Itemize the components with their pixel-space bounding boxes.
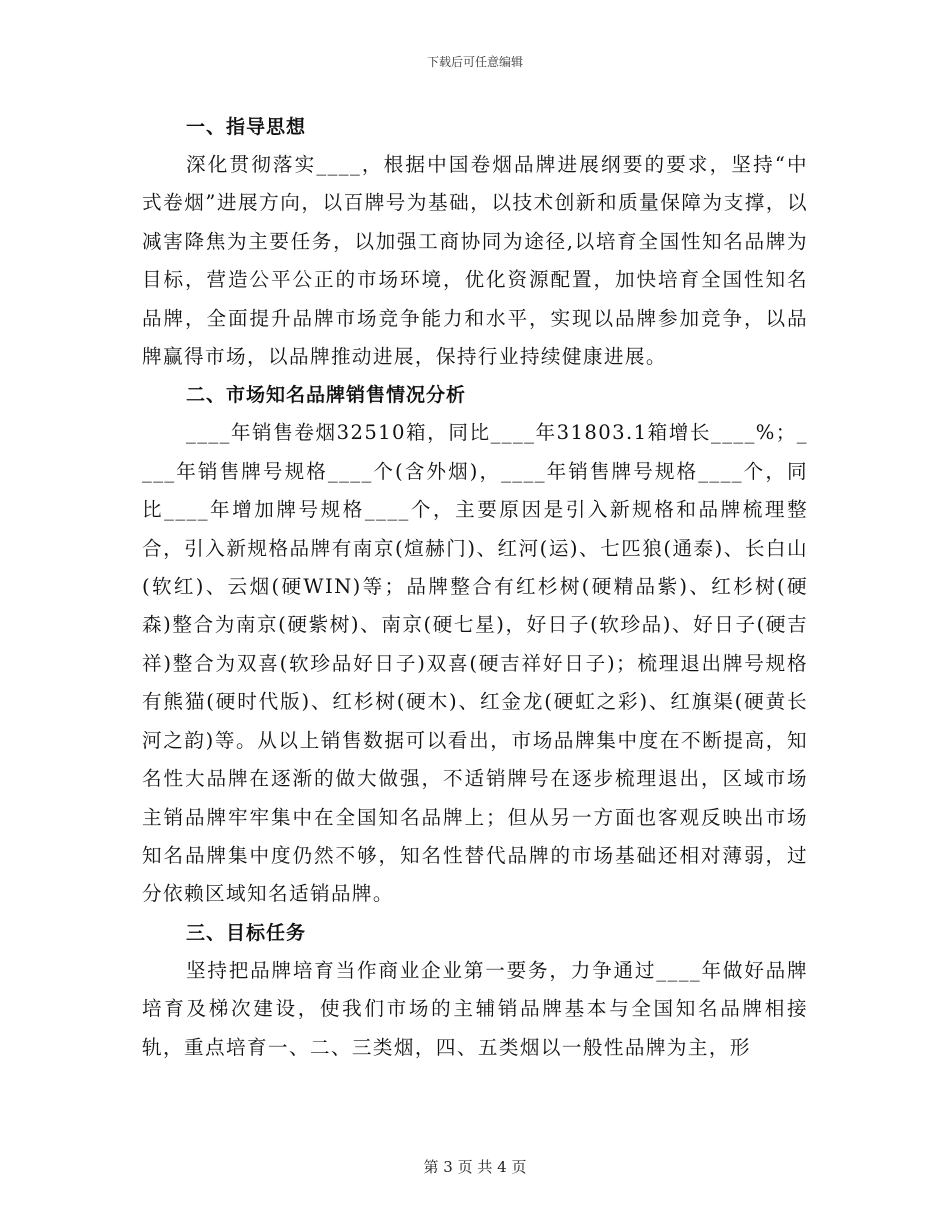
- section-heading-target-tasks: 三、目标任务: [186, 921, 307, 944]
- section-paragraph-guiding-ideology: 深化贯彻落实____，根据中国卷烟品牌进展纲要的要求，坚持“中式卷烟”进展方向，以百牌号为基础，以技术创新和质量保障为支撑，以减害降焦为主要任务，以加强工商协同为途径,以培育全国性知名品牌为目标，营造公平公正的市场环境，优化资源配置，加快培育全国性知名品牌，全面提升品牌市场竞争能力和水平，实现以品牌参加竞争，以品牌赢得市场，以品牌推动进展，保持行业持续健康进展。: [142, 153, 808, 369]
- section-paragraph-target-tasks: 坚持把品牌培育当作商业企业第一要务，力争通过____年做好品牌培育及梯次建设，使我们市场的主辅销品牌基本与全国知名品牌相接轨，重点培育一、二、三类烟，四、五类烟以一般性品牌为主，形: [142, 958, 808, 1059]
- page-number: 第 3 页 共 4 页: [423, 1158, 527, 1176]
- section-heading-market-analysis: 二、市场知名品牌销售情况分析: [186, 384, 467, 407]
- section-heading-guiding-ideology: 一、指导思想: [186, 116, 307, 138]
- document-body: [142, 108, 808, 1067]
- section-paragraph-market-analysis: ____年销售卷烟32510箱，同比____年31803.1箱增长____%；____年销售牌号规格____个(含外烟)，____年销售牌号规格____个，同比____年增加牌号规格____个，主要原因是引入新规格和品牌梳理整合，引入新规格品牌有南京(煊赫门)、红河(运)、七匹狼(通泰)、长白山(软红)、云烟(硬WIN)等；品牌整合有红杉树(硬精品紫)、红杉树(硬森)整合为南京(硬紫树)、南京(硬七星)，好日子(软珍品)、好日子(硬吉祥)整合为双喜(软珍品好日子)双喜(硬吉祥好日子)；梳理退出牌号规格有熊猫(硬时代版)、红杉树(硬木)、红金龙(硬虹之彩)、红旗渠(硬黄长河之韵)等。从以上销售数据可以看出，市场品牌集中度在不断提高，知名性大品牌在逐渐的做大做强，不适销牌号在逐步梳理退出，区域市场主销品牌牢牢集中在全国知名品牌上；但从另一方面也客观反映出市场知名品牌集中度仍然不够，知名性替代品牌的市场基础还相对薄弱，过分依赖区域知名适销品牌。: [142, 421, 808, 906]
- header-note: 下载后可任意编辑: [426, 55, 523, 69]
